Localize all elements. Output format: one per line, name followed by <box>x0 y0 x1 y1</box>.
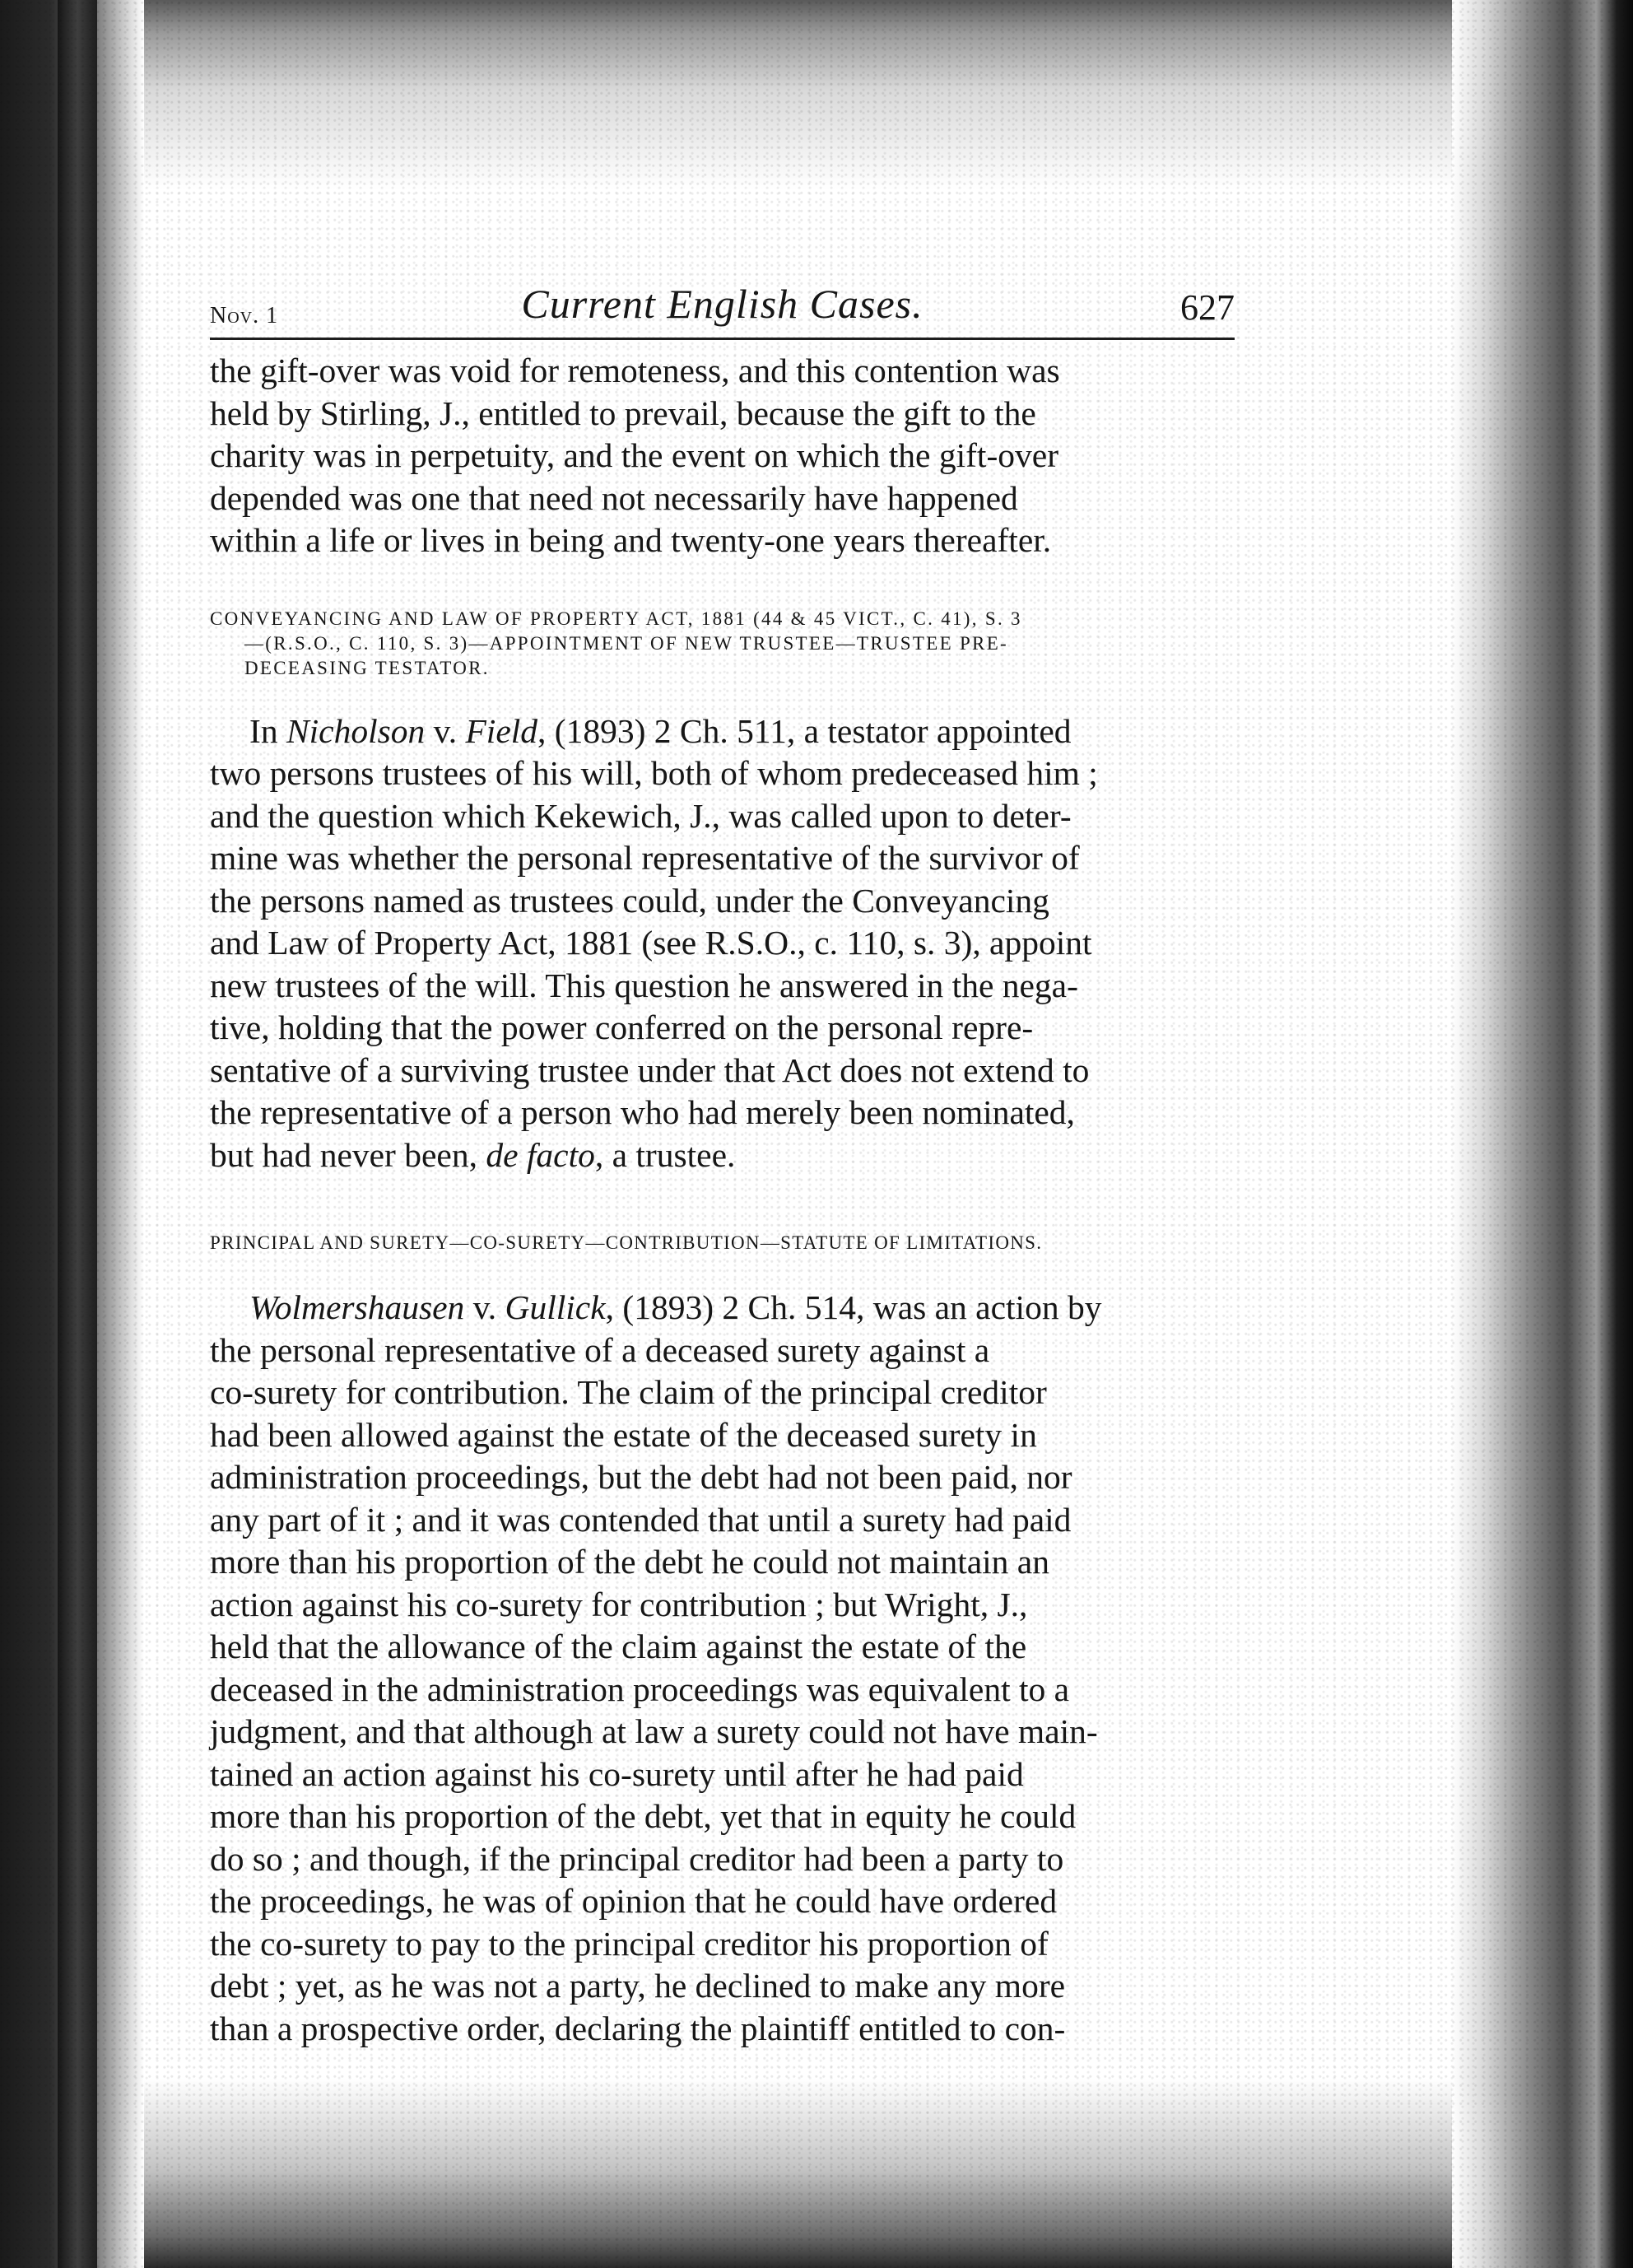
section-heading-line: —(R.S.O., C. 110, S. 3)—APPOINTMENT OF NEW TRUSTEE—TRUSTEE PRE- <box>244 632 1009 654</box>
paragraph-3-line: tained an action against his co-surety until after he had paid <box>210 1754 1024 1793</box>
de-facto: de facto <box>486 1135 595 1174</box>
paragraph-2-line: mine was whether the personal representative of the survivor of <box>210 839 1080 877</box>
book-page <box>210 280 1235 2050</box>
paragraph-2-line: and the question which Kekewich, J., was called upon to deter- <box>210 796 1072 835</box>
paragraph-3-line: deceased in the administration proceedings was equivalent to a <box>210 1670 1070 1708</box>
case-name-nicholson: Nicholson <box>286 711 426 750</box>
last-line-lead: but had never been, <box>210 1135 486 1174</box>
paragraph-1-line: the gift-over was void for remoteness, and this contention was <box>210 352 1060 389</box>
paragraph-3-line: do so ; and though, if the principal creditor had been a party to <box>210 1839 1064 1878</box>
paragraph-2-line: sentative of a surviving trustee under that Act does not extend to <box>210 1050 1090 1089</box>
paragraph-3-line: administration proceedings, but the debt had not been paid, nor <box>210 1458 1072 1496</box>
paragraph-3-line: judgment, and that although at law a surety could not have main- <box>210 1712 1098 1750</box>
paragraph-1-line: charity was in perpetuity, and the event on which the gift-over <box>210 436 1059 474</box>
paragraph-2-line: the persons named as trustees could, under the Conveyancing <box>210 881 1049 920</box>
citation: , (1893) 2 Ch. 514, was an action by <box>605 1288 1102 1326</box>
running-head-date: Nov. 1 <box>210 303 279 328</box>
paragraph-1-line: held by Stirling, J., entitled to prevail, because the gift to the <box>210 394 1036 432</box>
paragraph-2-line: two persons trustees of his will, both of whom predeceased him ; <box>210 754 1098 792</box>
paragraph-3-line: had been allowed against the estate of the deceased surety in <box>210 1415 1037 1454</box>
paragraph-3-line: the proceedings, he was of opinion that he could have ordered <box>210 1882 1058 1920</box>
paragraph-3-first-line <box>210 1287 1101 1330</box>
paragraph-2 <box>210 710 1235 1177</box>
paragraph-1 <box>210 350 1235 562</box>
running-head-title: Current English Cases. <box>521 281 924 327</box>
section-heading-principal-and-surety: PRINCIPAL AND SURETY—CO-SURETY—CONTRIBUTION—STATUTE OF LIMITATIONS. <box>210 1232 1043 1253</box>
paragraph-3-line: the personal representative of a deceased surety against a <box>210 1330 990 1369</box>
case-name-field: Field <box>465 711 538 750</box>
paragraph-2-line: and Law of Property Act, 1881 (see R.S.O., c. 110, s. 3), appoint <box>210 924 1092 962</box>
paragraph-2-line: the representative of a person who had merely been nominated, <box>210 1093 1075 1131</box>
case-name-gullick: Gullick <box>505 1288 606 1326</box>
case-name-wolmershausen: Wolmershausen <box>249 1288 465 1326</box>
versus: v. <box>464 1288 505 1326</box>
paragraph-3-line: action against his co-surety for contribution ; but Wright, J., <box>210 1585 1028 1623</box>
paragraph-2-line: tive, holding that the power conferred on the personal repre- <box>210 1008 1034 1046</box>
paragraph-2-last-line <box>210 1136 735 1174</box>
paragraph-3 <box>210 1287 1235 2050</box>
paragraph-3-line: held that the allowance of the claim against the estate of the <box>210 1628 1027 1665</box>
paragraph-1-line: within a life or lives in being and twenty-one years thereafter. <box>210 521 1052 559</box>
paragraph-1-line: depended was one that need not necessarily have happened <box>210 478 1018 517</box>
paragraph-3-line: debt ; yet, as he was not a party, he declined to make any more <box>210 1967 1066 2005</box>
paragraph-3-line: the co-surety to pay to the principal creditor his proportion of <box>210 1924 1049 1963</box>
paragraph-3-line: co-surety for contribution. The claim of the principal creditor <box>210 1373 1047 1411</box>
paragraph-2-line: new trustees of the will. This question he answered in the nega- <box>210 966 1078 1004</box>
paragraph-3-line: any part of it ; and it was contended that until a surety had paid <box>210 1500 1072 1539</box>
paragraph-2-lead: In <box>249 711 286 750</box>
paragraph-3-line: more than his proportion of the debt he could not maintain an <box>210 1543 1049 1581</box>
running-head <box>210 280 1235 340</box>
paragraph-3-line: more than his proportion of the debt, yet that in equity he could <box>210 1797 1077 1835</box>
section-heading-conveyancing <box>210 607 1235 681</box>
page-number: 627 <box>1180 287 1235 328</box>
citation: , (1893) 2 Ch. 511, a testator appointed <box>537 711 1072 750</box>
versus: v. <box>425 711 466 750</box>
section-heading-line: CONVEYANCING AND LAW OF PROPERTY ACT, 1881 (44 & 45 VICT., C. 41), S. 3 <box>210 608 1022 629</box>
paragraph-2-first-line <box>210 710 1072 753</box>
last-line-tail: , a trustee. <box>594 1135 736 1174</box>
paragraph-3-line: than a prospective order, declaring the plaintiff entitled to con- <box>210 2009 1066 2047</box>
section-heading-line: DECEASING TESTATOR. <box>244 657 490 678</box>
